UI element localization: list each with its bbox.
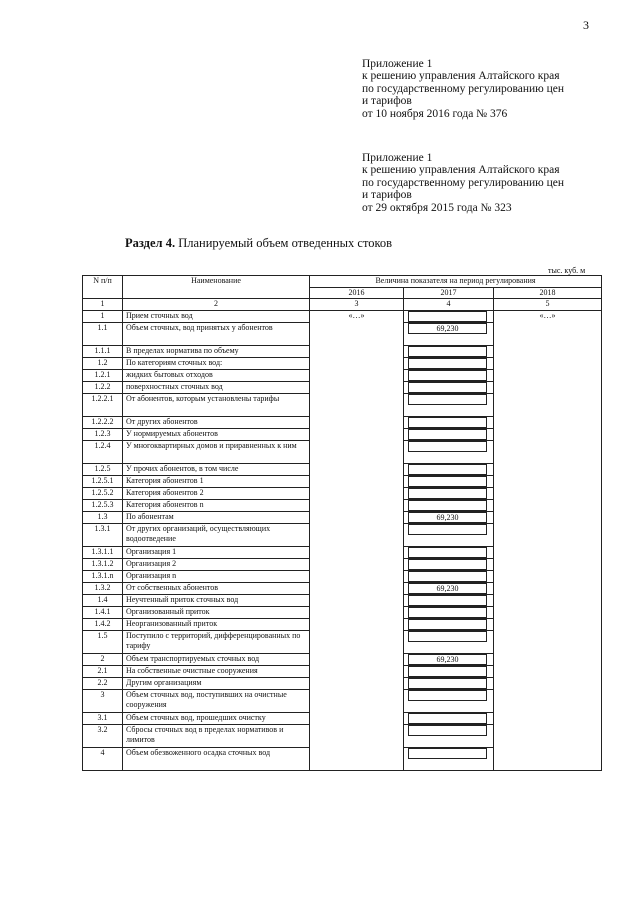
value-2017-cell: [404, 357, 494, 369]
row-number: 2.2: [83, 677, 123, 689]
value-2017-cell: [404, 570, 494, 582]
appendix-line: по государственному регулированию цен: [362, 82, 565, 95]
row-number: 1.2.5.2: [83, 487, 123, 499]
appendix-header-current: [362, 58, 564, 120]
value-2017-cell: [404, 381, 494, 393]
value-2017-cell: [404, 511, 494, 523]
value-2017-cell: [404, 689, 494, 712]
value-2017: [408, 417, 487, 428]
row-name: По абонентам: [123, 511, 310, 523]
header-number: N п/п: [83, 276, 123, 299]
appendix-line: и тарифов: [362, 95, 412, 108]
row-number: 1.2: [83, 357, 123, 369]
row-name: Неорганизованный приток: [123, 618, 310, 630]
value-2018-column: «…»: [494, 310, 602, 770]
value-2017-cell: [404, 582, 494, 594]
row-number: 1.3.1: [83, 523, 123, 546]
value-2017: [408, 429, 487, 440]
row-name: Объем транспортируемых сточных вод: [123, 653, 310, 665]
row-number: 1.2.5.1: [83, 475, 123, 487]
value-2017-cell: [404, 653, 494, 665]
value-2017: [408, 476, 487, 487]
value-2017: [408, 571, 487, 582]
value-2017: 69,230: [408, 323, 487, 334]
row-name: Сбросы сточных вод в пределах нормативов и лимитов: [123, 724, 310, 747]
value-2017-cell: [404, 558, 494, 570]
row-name: Объем сточных вод, поступивших на очистные сооружения: [123, 689, 310, 712]
row-number: 1.1.1: [83, 345, 123, 357]
value-2017: [408, 441, 487, 452]
value-2017: [408, 725, 487, 736]
row-number: 1.3.1.2: [83, 558, 123, 570]
row-name: От других организаций, осуществляющих водоотведение: [123, 523, 310, 546]
value-2017-cell: [404, 499, 494, 511]
value-2017-cell: [404, 712, 494, 724]
row-number: 1.2.2.2: [83, 416, 123, 428]
value-2017-cell: [404, 369, 494, 381]
row-number: 1.2.5: [83, 463, 123, 475]
row-name: В пределах норматива по объему: [123, 345, 310, 357]
row-name: Категория абонентов n: [123, 499, 310, 511]
value-2017: [408, 524, 487, 535]
row-name: У нормируемых абонентов: [123, 428, 310, 440]
value-2017: [408, 464, 487, 475]
row-number: 1.1: [83, 322, 123, 345]
value-2017-cell: [404, 677, 494, 689]
row-name: По категориям сточных вод:: [123, 357, 310, 369]
value-2017-cell: [404, 440, 494, 463]
value-2017: 69,230: [408, 512, 487, 523]
page-number: 3: [583, 18, 589, 32]
section-label: Раздел 4.: [125, 236, 176, 250]
row-number: 3.1: [83, 712, 123, 724]
row-name: На собственные очистные сооружения: [123, 665, 310, 677]
row-number: 1.2.1: [83, 369, 123, 381]
index-cell: 1: [83, 299, 123, 311]
appendix-line: Приложение 1: [362, 58, 433, 70]
value-2017: [408, 713, 487, 724]
row-name: От других абонентов: [123, 416, 310, 428]
value-2017: [408, 631, 487, 642]
value-2017-cell: [404, 546, 494, 558]
row-name: От абонентов, которым установлены тарифы: [123, 393, 310, 416]
row-number: 2: [83, 653, 123, 665]
value-2017-cell: [404, 630, 494, 653]
row-name: Неучтенный приток сточных вод: [123, 594, 310, 606]
row-number: 1.3: [83, 511, 123, 523]
value-2017: [408, 394, 487, 405]
value-2017: [408, 619, 487, 630]
value-2017-cell: [404, 475, 494, 487]
row-name: Поступило с территорий, дифференцированных по тарифу: [123, 630, 310, 653]
value-2017-cell: [404, 606, 494, 618]
value-2017: [408, 358, 487, 369]
header-year-2017: 2017: [404, 287, 494, 299]
index-cell: 2: [123, 299, 310, 311]
value-2017: [408, 488, 487, 499]
header-period-group: Величина показателя на период регулирования: [310, 276, 602, 288]
row-name: Категория абонентов 2: [123, 487, 310, 499]
value-2017: 69,230: [408, 654, 487, 665]
section-title: [125, 236, 392, 251]
row-number: 1.2.3: [83, 428, 123, 440]
row-number: 4: [83, 747, 123, 770]
value-2017: [408, 666, 487, 677]
value-2017-cell: [404, 322, 494, 345]
appendix-line: по государственному регулированию цен: [362, 176, 565, 189]
row-number: 1.3.2: [83, 582, 123, 594]
row-name: Организация n: [123, 570, 310, 582]
value-2017-cell: [404, 665, 494, 677]
value-2017: [408, 559, 487, 570]
row-name: Организация 2: [123, 558, 310, 570]
value-2017: 69,230: [408, 583, 487, 594]
value-2017-cell: [404, 747, 494, 770]
appendix-line: от 29 октября 2015 года № 323: [362, 201, 512, 214]
appendix-line: к решению управления Алтайского края: [362, 70, 560, 83]
row-number: 1.5: [83, 630, 123, 653]
row-number: 1.4.2: [83, 618, 123, 630]
row-number: 1.2.2.1: [83, 393, 123, 416]
appendix-header-previous: [362, 152, 564, 214]
value-2016-column: «…»: [310, 310, 404, 770]
header-year-2018: 2018: [494, 287, 602, 299]
value-2017: [408, 500, 487, 511]
row-number: 1.2.4: [83, 440, 123, 463]
table-row: [83, 310, 602, 322]
value-2017: [408, 690, 487, 701]
value-2017-cell: [404, 523, 494, 546]
row-number: 1.2.2: [83, 381, 123, 393]
value-2017-cell: [404, 594, 494, 606]
units-label: тыс. куб. м: [548, 266, 586, 275]
row-name: Организация 1: [123, 546, 310, 558]
value-2017: [408, 382, 487, 393]
value-2017: [408, 595, 487, 606]
value-2017: [408, 607, 487, 618]
row-number: 3.2: [83, 724, 123, 747]
value-2017-cell: [404, 618, 494, 630]
value-2017: [408, 370, 487, 381]
value-2017: [408, 748, 487, 759]
row-number: 2.1: [83, 665, 123, 677]
row-number: 1.3.1.1: [83, 546, 123, 558]
index-cell: 5: [494, 299, 602, 311]
value-2017-cell: [404, 310, 494, 322]
value-2017-cell: [404, 393, 494, 416]
row-name: поверхностных сточных вод: [123, 381, 310, 393]
row-name: Объем сточных, вод принятых у абонентов: [123, 322, 310, 345]
value-2017: [408, 311, 487, 322]
row-number: 1.3.1.n: [83, 570, 123, 582]
row-number: 3: [83, 689, 123, 712]
value-2017-cell: [404, 724, 494, 747]
value-2017-cell: [404, 416, 494, 428]
value-2017: [408, 678, 487, 689]
row-name: У многоквартирных домов и приравненных к ним: [123, 440, 310, 463]
wastewater-volume-table: [82, 275, 602, 771]
row-number: 1.2.5.3: [83, 499, 123, 511]
value-2017-cell: [404, 428, 494, 440]
row-name: Объем обезвоженного осадка сточных вод: [123, 747, 310, 770]
appendix-line: Приложение 1: [362, 152, 433, 164]
value-2017: [408, 346, 487, 357]
index-cell: 3: [310, 299, 404, 311]
appendix-line: к решению управления Алтайского края: [362, 164, 560, 177]
value-2017-cell: [404, 345, 494, 357]
value-2017-cell: [404, 463, 494, 475]
row-name: От собственных абонентов: [123, 582, 310, 594]
row-name: Объем сточных вод, прошедших очистку: [123, 712, 310, 724]
value-2017-cell: [404, 487, 494, 499]
section-title-text: Планируемый объем отведенных стоков: [178, 236, 393, 250]
appendix-line: и тарифов: [362, 189, 412, 202]
row-name: Категория абонентов 1: [123, 475, 310, 487]
row-number: 1.4: [83, 594, 123, 606]
row-name: жидких бытовых отходов: [123, 369, 310, 381]
row-number: 1: [83, 310, 123, 322]
value-2017: [408, 547, 487, 558]
header-year-2016: 2016: [310, 287, 404, 299]
row-name: У прочих абонентов, в том числе: [123, 463, 310, 475]
row-name: Прием сточных вод: [123, 310, 310, 322]
header-name: Наименование: [123, 276, 310, 299]
row-number: 1.4.1: [83, 606, 123, 618]
index-cell: 4: [404, 299, 494, 311]
row-name: Другим организациям: [123, 677, 310, 689]
row-name: Организованный приток: [123, 606, 310, 618]
appendix-line: от 10 ноября 2016 года № 376: [362, 107, 508, 120]
